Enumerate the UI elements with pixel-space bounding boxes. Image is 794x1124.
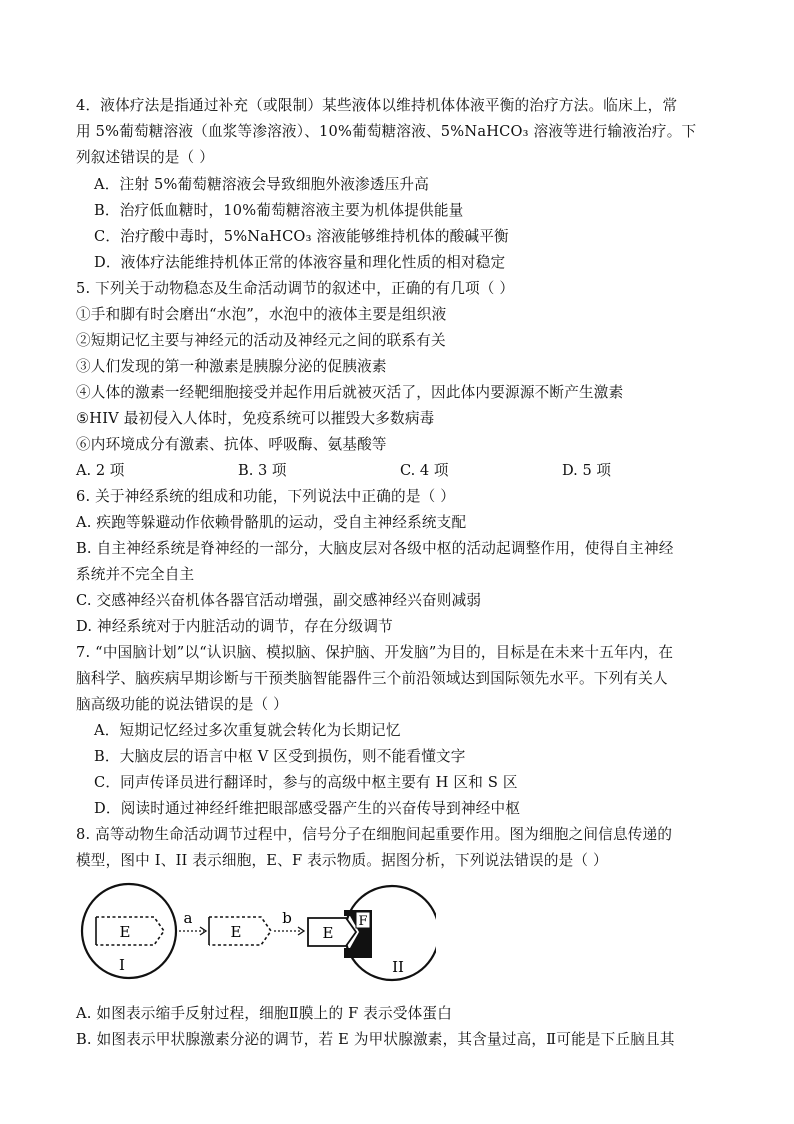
q6-option-b-line-1: B. 自主神经系统是脊神经的一部分，大脑皮层对各级中枢的活动起调整作用，使得自主神经 [76,540,674,557]
q7-option-a: A．短期记忆经过多次重复就会转化为长期记忆 [94,722,401,739]
arrow-a-label: a [183,909,193,927]
q7-option-c: C．同声传译员进行翻译时，参与的高级中枢主要有 H 区和 S 区 [94,774,518,791]
q5-item-3: ③人们发现的第一种激素是胰腺分泌的促胰液素 [76,358,387,375]
q7-stem-line-1: 7. “中国脑计划”以“认识脑、模拟脑、保护脑、开发脑”为目的，目标是在未来十五年内，在 [76,644,674,661]
q8-stem-line-1: 8. 高等动物生命活动调节过程中，信号分子在细胞间起重要作用。图为细胞之间信息传递的 [76,826,673,843]
signal-e-label-2: E [230,923,242,941]
cell-ii-label: II [392,958,404,976]
q7-option-b: B．大脑皮层的语言中枢 V 区受到损伤，则不能看懂文字 [94,748,466,765]
q6-option-a: A. 疾跑等躲避动作依赖骨骼肌的运动，受自主神经系统支配 [76,514,467,531]
q4-option-d: D．液体疗法能维持机体正常的体液容量和理化性质的相对稳定 [94,254,506,271]
q5-choice-b: B. 3 项 [238,462,287,479]
q4-stem-line-3: 列叙述错误的是（ ） [76,149,214,166]
q4-option-b: B．治疗低血糖时，10%葡萄糖溶液主要为机体提供能量 [94,202,464,219]
q5-item-6: ⑥内环境成分有激素、抗体、呼吸酶、氨基酸等 [76,436,387,453]
q5-choice-d: D. 5 项 [562,462,611,479]
q5-item-2: ②短期记忆主要与神经元的活动及神经元之间的联系有关 [76,332,446,349]
q7-stem-line-3: 脑高级功能的说法错误的是（ ） [76,696,288,713]
q4-option-c: C．治疗酸中毒时，5%NaHCO₃ 溶液能够维持机体的酸碱平衡 [94,228,509,245]
q4-stem-line-1: 4．液体疗法是指通过补充（或限制）某些液体以维持机体体液平衡的治疗方法。临床上，常 [76,97,678,114]
q5-choice-c: C. 4 项 [400,462,449,479]
q7-stem-line-2: 脑科学、脑疾病早期诊断与干预类脑智能器件三个前沿领域达到国际领先水平。下列有关人 [76,670,668,687]
q8-stem-line-2: 模型，图中 I、II 表示细胞，E、F 表示物质。据图分析，下列说法错误的是（ ） [76,852,608,869]
q4-stem-line-2: 用 5%葡萄糖溶液（血浆等渗溶液）、10%葡萄糖溶液、5%NaHCO₃ 溶液等进行输液治疗。下 [76,123,697,140]
q5-item-4: ④人体的激素一经靶细胞接受并起作用后就被灭活了，因此体内要源源不断产生激素 [76,384,624,401]
cell-signaling-figure [76,876,436,994]
q5-choice-a: A. 2 项 [76,462,125,479]
q8-option-b: B. 如图表示甲状腺激素分泌的调节，若 E 为甲状腺激素，其含量过高，Ⅱ可能是下丘脑且其 [76,1031,675,1048]
q6-option-c: C. 交感神经兴奋机体各器官活动增强，副交感神经兴奋则减弱 [76,592,482,609]
q5-item-1: ①手和脚有时会磨出“水泡”，水泡中的液体主要是组织液 [76,306,447,323]
signal-e-label-1: E [119,923,131,941]
cell-i-label: I [119,956,125,974]
receptor-f-label: F [358,914,368,929]
q8-option-a: A. 如图表示缩手反射过程，细胞Ⅱ膜上的 F 表示受体蛋白 [76,1005,453,1022]
q6-option-d: D. 神经系统对于内脏活动的调节，存在分级调节 [76,618,393,635]
q6-option-b-line-2: 系统并不完全自主 [76,566,195,583]
q4-option-a: A．注射 5%葡萄糖溶液会导致细胞外液渗透压升高 [94,176,430,193]
q5-item-5: ⑤HIV 最初侵入人体时，免疫系统可以摧毁大多数病毒 [76,410,435,427]
q5-stem: 5. 下列关于动物稳态及生命活动调节的叙述中，正确的有几项（ ） [76,280,515,297]
q7-option-d: D．阅读时通过神经纤维把眼部感受器产生的兴奋传导到神经中枢 [94,800,521,817]
q6-stem: 6. 关于神经系统的组成和功能，下列说法中正确的是（ ） [76,488,456,505]
signal-e-label-3: E [322,924,334,942]
arrow-b-label: b [282,909,292,927]
